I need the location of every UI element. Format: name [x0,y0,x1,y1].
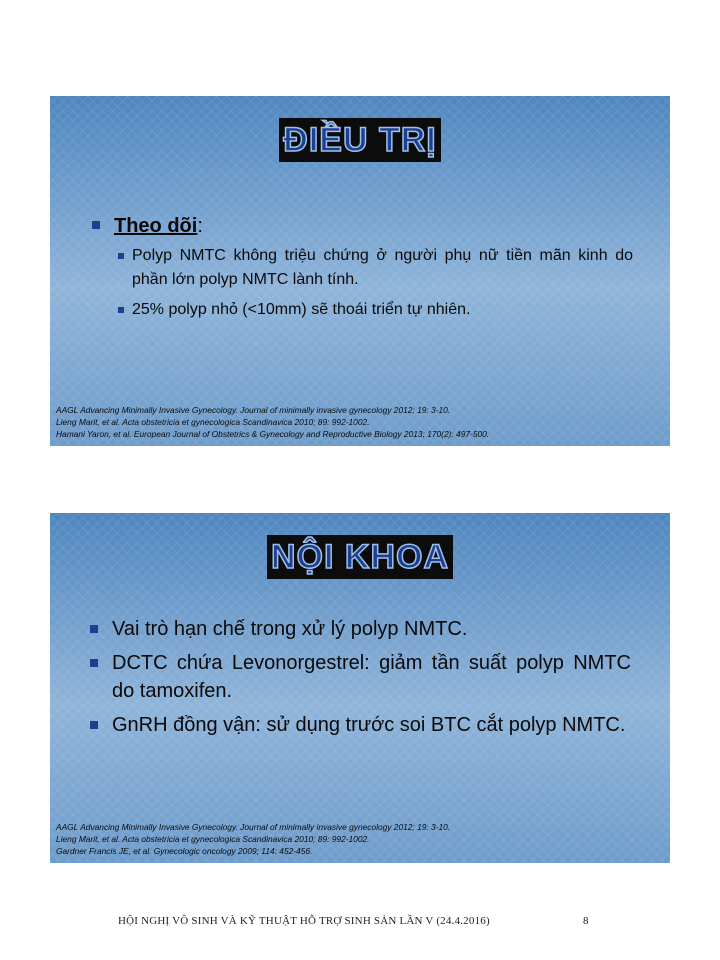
reference-line: Hamani Yaron, et al. European Journal of Obstetrics & Gynecology and Reproductive Biology 2013; 170(2): 497-500. [56,429,490,439]
sub-bullet-list [114,244,633,322]
list-item: GnRH đồng vận: sử dụng trước soi BTC cắt polyp NMTC. [86,711,631,739]
bullet-list [86,615,631,745]
slide-title: NỘI KHOA [50,535,670,579]
bullet-heading-suffix: : [197,215,203,237]
page-footer: HỘI NGHỊ VÔ SINH VÀ KỸ THUẬT HỖ TRỢ SINH SẢN LẦN V (24.4.2016) [118,915,490,927]
slide-title: ĐIỀU TRỊ [50,118,670,162]
list-item: DCTC chứa Levonorgestrel: giảm tần suất polyp NMTC do tamoxifen. [86,649,631,705]
reference-line: AAGL Advancing Minimally Invasive Gynecology. Journal of minimally invasive gynecology 2012; 19: 3-10. [56,405,451,415]
references [56,404,489,440]
list-item [88,212,633,322]
slide-noi-khoa [50,513,670,863]
reference-line: Gardner Francis JE, et al. Gynecologic oncology 2009; 114: 452-456. [56,846,313,856]
references [56,821,450,857]
list-item: Vai trò hạn chế trong xử lý polyp NMTC. [86,615,631,643]
reference-line: AAGL Advancing Minimally Invasive Gynecology. Journal of minimally invasive gynecology 2012; 19: 3-10. [56,822,451,832]
list-item: 25% polyp nhỏ (<10mm) sẽ thoái triển tự nhiên. [114,298,633,322]
bullet-list [88,212,633,328]
reference-line: Lieng Marit, et al. Acta obstetricia et gynecologica Scandinavica 2010; 89: 992-1002. [56,417,370,427]
page-number: 8 [583,915,589,927]
list-item: Polyp NMTC không triệu chứng ở người phụ nữ tiền mãn kinh do phần lớn polyp NMTC lành tính. [114,244,633,292]
slide-dieu-tri [50,96,670,446]
bullet-heading: Theo dõi [114,215,198,237]
reference-line: Lieng Marit, et al. Acta obstetricia et gynecologica Scandinavica 2010; 89: 992-1002. [56,834,370,844]
